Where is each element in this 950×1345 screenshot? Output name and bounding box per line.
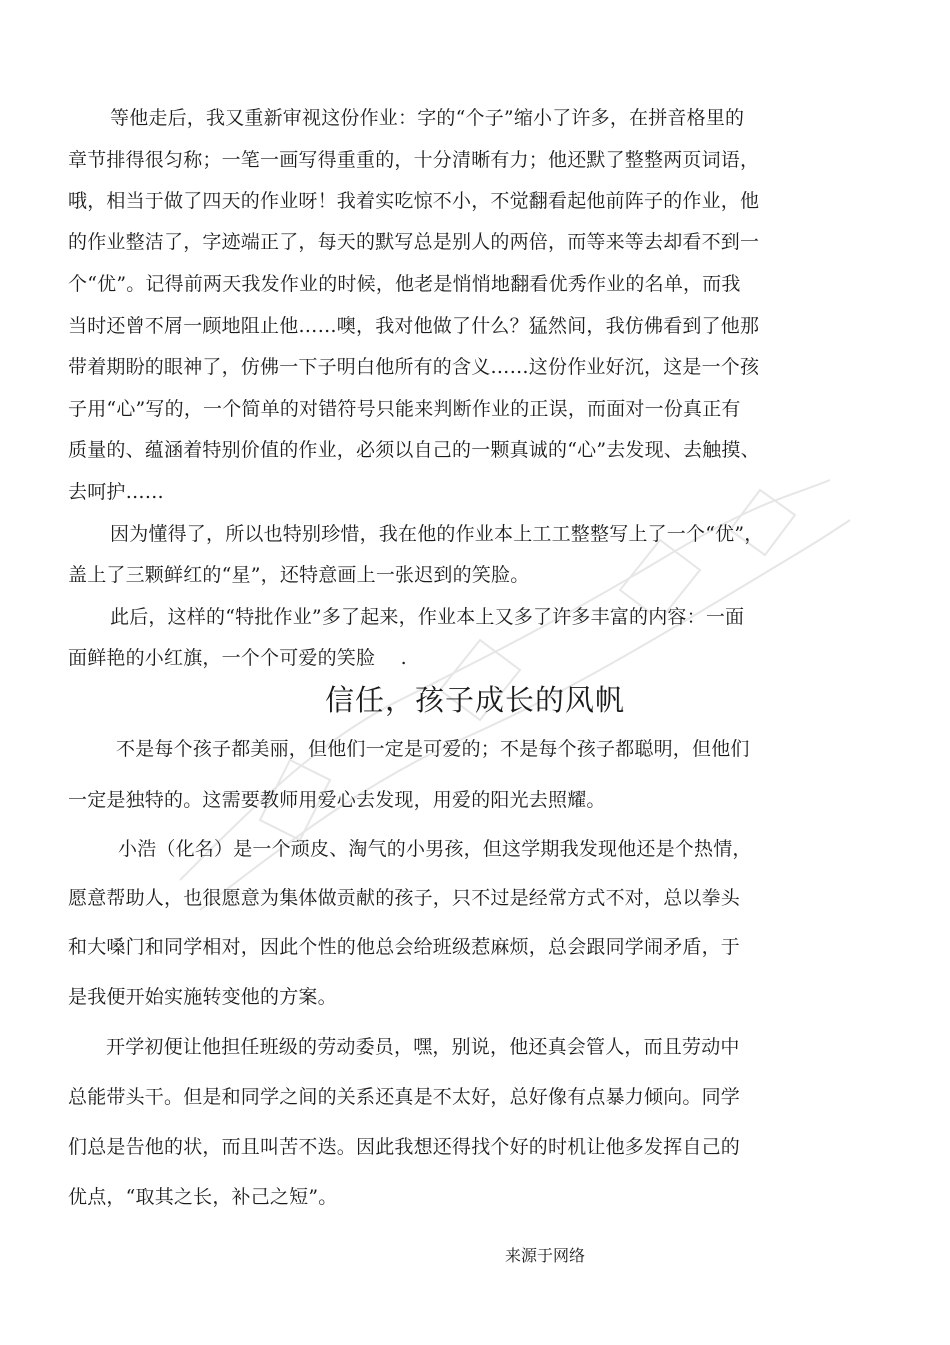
- section-title: 信任，孩子成长的风帆: [324, 683, 625, 717]
- paragraph-3-line: 面鲜艳的小红旗，一个个可爱的笑脸 .: [68, 647, 407, 669]
- paragraph-6-line: 优点，“取其之长，补己之短”。: [68, 1186, 338, 1208]
- paragraph-1-line: 质量的、蕴涵着特别价值的作业，必须以自己的一颗真诚的“心”去发现、去触摸、: [68, 439, 760, 461]
- paragraph-5-line: 是我便开始实施转变他的方案。: [68, 986, 337, 1008]
- paragraph-1-line: 的作业整洁了，字迹端正了，每天的默写总是别人的两倍，而等来等去却看不到一: [68, 231, 760, 253]
- page-footer: 来源于网络: [504, 1246, 585, 1265]
- paragraph-4-line: 不是每个孩子都美丽，但他们一定是可爱的；不是每个孩子都聪明，但他们: [116, 738, 750, 760]
- paragraph-5-line: 愿意帮助人，也很愿意为集体做贡献的孩子，只不过是经常方式不对，总以拳头: [68, 887, 741, 909]
- paragraph-4-line: 一定是独特的。这需要教师用爱心去发现，用爱的阳光去照耀。: [68, 789, 606, 811]
- paragraph-5-line: 和大嗓门和同学相对，因此个性的他总会给班级惹麻烦，总会跟同学闹矛盾，于: [68, 936, 741, 958]
- paragraph-1-line: 个“优”。记得前两天我发作业的时候，他老是悄悄地翻看优秀作业的名单，而我: [68, 273, 741, 295]
- paragraph-1-line: 等他走后，我又重新审视这份作业：字的“个子”缩小了许多，在拼音格里的: [110, 107, 745, 129]
- paragraph-6-line: 总能带头干。但是和同学之间的关系还真是不太好，总好像有点暴力倾向。同学: [68, 1086, 741, 1108]
- paragraph-2-line: 盖上了三颗鲜红的“星”，还特意画上一张迟到的笑脸。: [68, 564, 530, 586]
- paragraph-1-line: 子用“心”写的，一个简单的对错符号只能来判断作业的正误，而面对一份真正有: [68, 398, 741, 420]
- paragraph-1-line: 去呵护……: [68, 481, 165, 503]
- paragraph-1-line: 章节排得很匀称；一笔一画写得重重的，十分清晰有力；他还默了整整两页词语，: [68, 149, 760, 171]
- paragraph-6-line: 们总是告他的状，而且叫苦不迭。因此我想还得找个好的时机让他多发挥自己的: [68, 1136, 741, 1158]
- paragraph-3-line: 此后，这样的“特批作业”多了起来，作业本上又多了许多丰富的内容：一面: [110, 606, 745, 628]
- paragraph-2-line: 因为懂得了，所以也特别珍惜，我在他的作业本上工工整整写上了一个“优”，: [110, 523, 764, 545]
- paragraph-1-line: 当时还曾不屑一顾地阻止他……噢，我对他做了什么？猛然间，我仿佛看到了他那: [68, 315, 760, 337]
- paragraph-1-line: 带着期盼的眼神了，仿佛一下子明白他所有的含义……这份作业好沉，这是一个孩: [68, 356, 760, 378]
- paragraph-5-line: 小浩（化名）是一个顽皮、淘气的小男孩，但这学期我发现他还是个热情，: [118, 838, 752, 860]
- paragraph-6-line: 开学初便让他担任班级的劳动委员，嘿，别说，他还真会管人，而且劳动中: [106, 1036, 740, 1058]
- paragraph-1-line: 哦，相当于做了四天的作业呀！我着实吃惊不小，不觉翻看起他前阵子的作业，他: [68, 190, 760, 212]
